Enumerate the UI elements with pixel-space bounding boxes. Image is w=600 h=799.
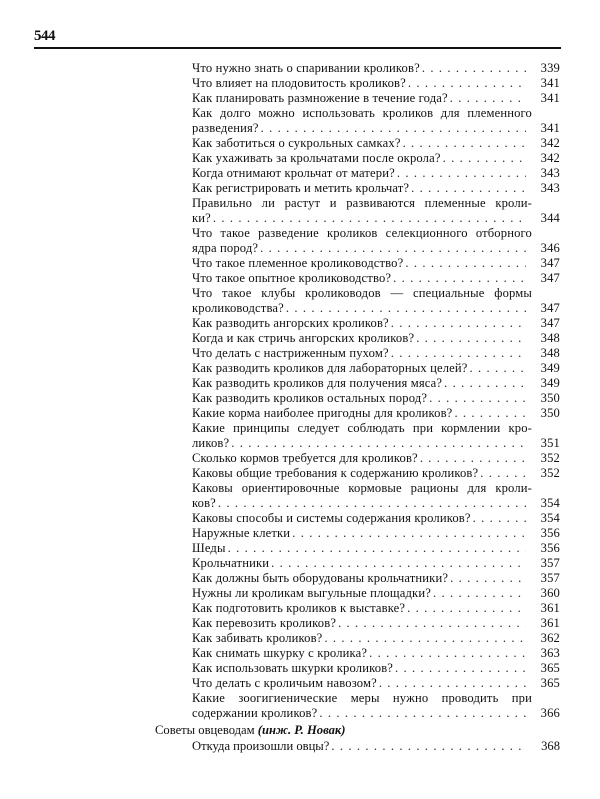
dot-leader <box>405 256 526 271</box>
toc-entry[interactable] <box>192 451 560 466</box>
dot-leader <box>231 436 526 451</box>
toc-entry-title: Как разводить кроликов остальных пород? <box>192 391 428 405</box>
section-author: (инж. Р. Новак) <box>257 723 346 737</box>
toc-entry-title: Нужны ли кроликам выгульные площадки? <box>192 586 431 600</box>
toc-entry-page: 347 <box>540 256 560 270</box>
toc-entry-title: ядра пород? <box>192 241 259 255</box>
dot-leader <box>480 466 526 481</box>
toc-entry-page: 346 <box>540 241 560 255</box>
toc-entry-title: Сколько кормов требуется для кроликов? <box>192 451 418 465</box>
toc-entry-row <box>192 91 560 106</box>
toc-entry-row <box>192 616 560 631</box>
toc-entry-row <box>192 676 560 691</box>
toc-entry[interactable] <box>192 466 560 481</box>
toc-entry-page: 343 <box>540 166 560 180</box>
toc-entry-page: 363 <box>540 646 560 660</box>
toc-entry-row <box>192 316 560 331</box>
toc-entry-title: Как перевозить кроликов? <box>192 616 337 630</box>
toc-entry[interactable] <box>192 526 560 541</box>
toc-entry-page: 362 <box>540 631 560 645</box>
toc-entry-title: Как регистрировать и метить крольчат? <box>192 181 410 195</box>
toc-entry-title: ков? <box>192 496 216 510</box>
toc-entry-row <box>192 301 560 316</box>
toc-entry-title-line: Как долго можно использовать кроликов для племенного <box>192 106 532 120</box>
toc-entry-row <box>192 586 560 601</box>
toc-entry-title: Какие корма наиболее пригодны для кроликов? <box>192 406 453 420</box>
section-heading <box>155 723 560 738</box>
toc-entry[interactable] <box>192 151 560 166</box>
dot-leader <box>338 616 526 631</box>
toc-entry-title: Как подготовить кроликов к выставке? <box>192 601 406 615</box>
toc-entry-page: 341 <box>540 76 560 90</box>
toc-entry-title: Как разводить ангорских кроликов? <box>192 316 389 330</box>
toc-entry[interactable] <box>192 376 560 391</box>
toc-entry-title: Как ухаживать за крольчатами после окрола? <box>192 151 441 165</box>
toc-entry-title: содержании кроликов? <box>192 706 318 720</box>
toc-entry[interactable] <box>192 271 560 286</box>
toc-entry[interactable] <box>192 196 560 226</box>
toc-entry-page: 357 <box>540 571 560 585</box>
toc-entry-title: Когда отнимают крольчат от матери? <box>192 166 395 180</box>
dot-leader <box>470 361 526 376</box>
toc-entry-page: 366 <box>540 706 560 720</box>
toc-entry-row <box>192 61 560 76</box>
toc-entry-row <box>192 256 560 271</box>
toc-entry-page: 365 <box>540 661 560 675</box>
dot-leader <box>286 301 526 316</box>
dot-leader <box>331 739 526 754</box>
toc-entry-row <box>192 181 560 196</box>
toc-entry-row <box>192 376 560 391</box>
toc-entry-row <box>192 706 560 721</box>
toc-entry[interactable] <box>192 136 560 151</box>
dot-leader <box>218 496 526 511</box>
toc-entry-page: 368 <box>541 739 560 753</box>
table-of-contents <box>192 61 560 721</box>
toc-entry-page: 342 <box>540 151 560 165</box>
toc-entry[interactable] <box>192 556 560 571</box>
dot-leader <box>379 676 526 691</box>
toc-entry-row <box>192 151 560 166</box>
toc-entry-title: Каковы способы и системы содержания кроликов? <box>192 511 471 525</box>
toc-entry-page: 352 <box>540 466 560 480</box>
toc-entry-page: 351 <box>540 436 560 450</box>
toc-entry-row <box>192 541 560 556</box>
toc-entry[interactable] <box>192 646 560 661</box>
dot-leader <box>473 511 526 526</box>
toc-entry[interactable] <box>192 181 560 196</box>
toc-entry[interactable] <box>192 481 560 511</box>
toc-section <box>155 723 560 754</box>
toc-entry-title: Как снимать шкурку с кролика? <box>192 646 368 660</box>
toc-entry-title: Каковы общие требования к содержанию кроликов? <box>192 466 479 480</box>
toc-entry-page: 361 <box>540 601 560 615</box>
toc-entry-page: 349 <box>540 361 560 375</box>
toc-entry[interactable] <box>192 76 560 91</box>
toc-entry[interactable] <box>192 616 560 631</box>
toc-entry-page: 360 <box>540 586 560 600</box>
toc-entry-title: кролиководства? <box>192 301 284 315</box>
dot-leader <box>433 586 526 601</box>
toc-entry-title: Как разводить кроликов для лабораторных целей? <box>192 361 468 375</box>
dot-leader <box>444 376 526 391</box>
toc-entry[interactable] <box>192 601 560 616</box>
dot-leader <box>407 601 526 616</box>
toc-entry[interactable] <box>192 226 560 256</box>
dot-leader <box>260 241 526 256</box>
toc-entry-row <box>192 466 560 481</box>
toc-entry[interactable] <box>192 541 560 556</box>
toc-entry-page: 361 <box>540 616 560 630</box>
dot-leader <box>397 166 526 181</box>
dot-leader <box>420 451 526 466</box>
dot-leader <box>450 571 526 586</box>
toc-entry[interactable] <box>192 316 560 331</box>
toc-entry-title: Как должны быть оборудованы крольчатники? <box>192 571 449 585</box>
toc-entry-row <box>192 331 560 346</box>
toc-entry[interactable] <box>192 631 560 646</box>
toc-entry-title: Крольчатники <box>192 556 270 570</box>
dot-leader <box>213 211 526 226</box>
dot-leader <box>391 346 526 361</box>
toc-entry[interactable] <box>192 106 560 136</box>
toc-entry-page: 365 <box>540 676 560 690</box>
toc-entry-title: Что делать с настриженным пухом? <box>192 346 389 360</box>
toc-entry-title: Шеды <box>192 541 226 555</box>
toc-entry[interactable] <box>192 331 560 346</box>
toc-entry-row <box>192 76 560 91</box>
toc-entry-title: Как использовать шкурки кроликов? <box>192 661 394 675</box>
dot-leader <box>416 331 526 346</box>
toc-entry-title: Как забивать кроликов? <box>192 631 323 645</box>
dot-leader <box>391 316 526 331</box>
toc-entry-row <box>192 406 560 421</box>
toc-entry[interactable] <box>192 691 560 721</box>
toc-entry-row <box>192 121 560 136</box>
toc-entry-title: Как планировать размножение в течение года? <box>192 91 448 105</box>
toc-entry-row <box>192 601 560 616</box>
toc-entry-title: Что влияет на плодовитость кроликов? <box>192 76 406 90</box>
toc-entry[interactable] <box>192 586 560 601</box>
toc-entry-title-line: Какие зоогигиенические меры нужно проводить при <box>192 691 532 705</box>
dot-leader <box>450 91 526 106</box>
toc-entry[interactable] <box>192 406 560 421</box>
toc-entry[interactable] <box>192 511 560 526</box>
page-number: 544 <box>34 28 55 44</box>
toc-entry[interactable] <box>192 166 560 181</box>
section-entries <box>192 739 560 754</box>
toc-entry-page: 347 <box>540 316 560 330</box>
toc-entry[interactable] <box>192 346 560 361</box>
toc-entry-title: разведения? <box>192 121 259 135</box>
toc-entry-row <box>192 391 560 406</box>
toc-entry[interactable] <box>192 256 560 271</box>
toc-entry-title-line: Что такое разведение кроликов селекционного отборного <box>192 226 532 240</box>
toc-entry-row <box>192 136 560 151</box>
toc-entry-row <box>192 511 560 526</box>
toc-entry-title: Откуда произошли овцы? <box>192 739 330 753</box>
toc-entry[interactable] <box>192 61 560 76</box>
dot-leader <box>395 661 526 676</box>
toc-entry[interactable] <box>192 391 560 406</box>
toc-entry-row <box>192 631 560 646</box>
dot-leader <box>443 151 526 166</box>
toc-entry-page: 343 <box>540 181 560 195</box>
dot-leader <box>411 181 526 196</box>
dot-leader <box>403 136 526 151</box>
toc-entry-title-line: Каковы ориентировочные кормовые рационы для кроли- <box>192 481 532 495</box>
toc-entry-row <box>192 241 560 256</box>
dot-leader <box>292 526 526 541</box>
toc-entry-row <box>192 346 560 361</box>
toc-entry-page: 347 <box>540 271 560 285</box>
dot-leader <box>228 541 526 556</box>
toc-entry-title-line: Правильно ли растут и развиваются племенные кроли- <box>192 196 532 210</box>
toc-entry-title: Наружные клетки <box>192 526 291 540</box>
toc-entry-row <box>192 451 560 466</box>
toc-entry-row <box>192 436 560 451</box>
toc-entry-row <box>192 271 560 286</box>
toc-entry-page: 352 <box>540 451 560 465</box>
toc-entry-title: Что нужно знать о спаривании кроликов? <box>192 61 420 75</box>
section-title: Советы овцеводам <box>155 723 255 737</box>
dot-leader <box>393 271 526 286</box>
toc-entry-title: Что делать с кроличьим навозом? <box>192 676 377 690</box>
toc-entry[interactable] <box>192 661 560 676</box>
dot-leader <box>408 76 526 91</box>
toc-entry-row <box>192 166 560 181</box>
toc-entry-page: 354 <box>540 496 560 510</box>
toc-entry-page: 339 <box>540 61 560 75</box>
toc-entry-row <box>192 211 560 226</box>
toc-entry-row <box>192 361 560 376</box>
toc-entry-title: Как разводить кроликов для получения мяса? <box>192 376 443 390</box>
toc-entry[interactable] <box>192 571 560 586</box>
toc-entry[interactable] <box>192 421 560 451</box>
toc-entry-title: Как заботиться о сукрольных самках? <box>192 136 401 150</box>
dot-leader <box>454 406 526 421</box>
toc-entry-row <box>192 739 560 754</box>
toc-entry-row <box>192 526 560 541</box>
dot-leader <box>369 646 526 661</box>
toc-entry[interactable] <box>192 361 560 376</box>
toc-entry-page: 356 <box>540 541 560 555</box>
toc-entry-page: 350 <box>540 391 560 405</box>
toc-entry[interactable] <box>192 286 560 316</box>
toc-entry[interactable] <box>192 91 560 106</box>
header-rule <box>34 47 561 49</box>
toc-entry[interactable] <box>192 676 560 691</box>
toc-entry-page: 342 <box>540 136 560 150</box>
toc-entry-page: 357 <box>540 556 560 570</box>
toc-entry[interactable] <box>192 739 560 754</box>
toc-entry-title-line: Какие принципы следует соблюдать при кормлении кро- <box>192 421 532 435</box>
dot-leader <box>324 631 526 646</box>
toc-entry-page: 348 <box>540 331 560 345</box>
toc-entry-page: 354 <box>540 511 560 525</box>
dot-leader <box>261 121 526 136</box>
toc-entry-row <box>192 646 560 661</box>
toc-entry-title-line: Что такое клубы кролиководов — специальные формы <box>192 286 532 300</box>
toc-entry-page: 348 <box>540 346 560 360</box>
toc-entry-row <box>192 661 560 676</box>
toc-entry-page: 344 <box>540 211 560 225</box>
toc-entry-page: 350 <box>540 406 560 420</box>
dot-leader <box>429 391 526 406</box>
toc-entry-row <box>192 571 560 586</box>
toc-entry-page: 356 <box>540 526 560 540</box>
toc-entry-title: Что такое опытное кролиководство? <box>192 271 392 285</box>
toc-entry-title: Что такое племенное кролиководство? <box>192 256 404 270</box>
dot-leader <box>271 556 526 571</box>
toc-entry-title: ки? <box>192 211 211 225</box>
toc-entry-page: 341 <box>540 121 560 135</box>
toc-entry-row <box>192 556 560 571</box>
dot-leader <box>422 61 526 76</box>
toc-entry-title: ликов? <box>192 436 230 450</box>
toc-entry-row <box>192 496 560 511</box>
dot-leader <box>319 706 526 721</box>
toc-entry-page: 349 <box>540 376 560 390</box>
toc-entry-title: Когда и как стричь ангорских кроликов? <box>192 331 415 345</box>
toc-entry-page: 341 <box>540 91 560 105</box>
toc-entry-page: 347 <box>540 301 560 315</box>
